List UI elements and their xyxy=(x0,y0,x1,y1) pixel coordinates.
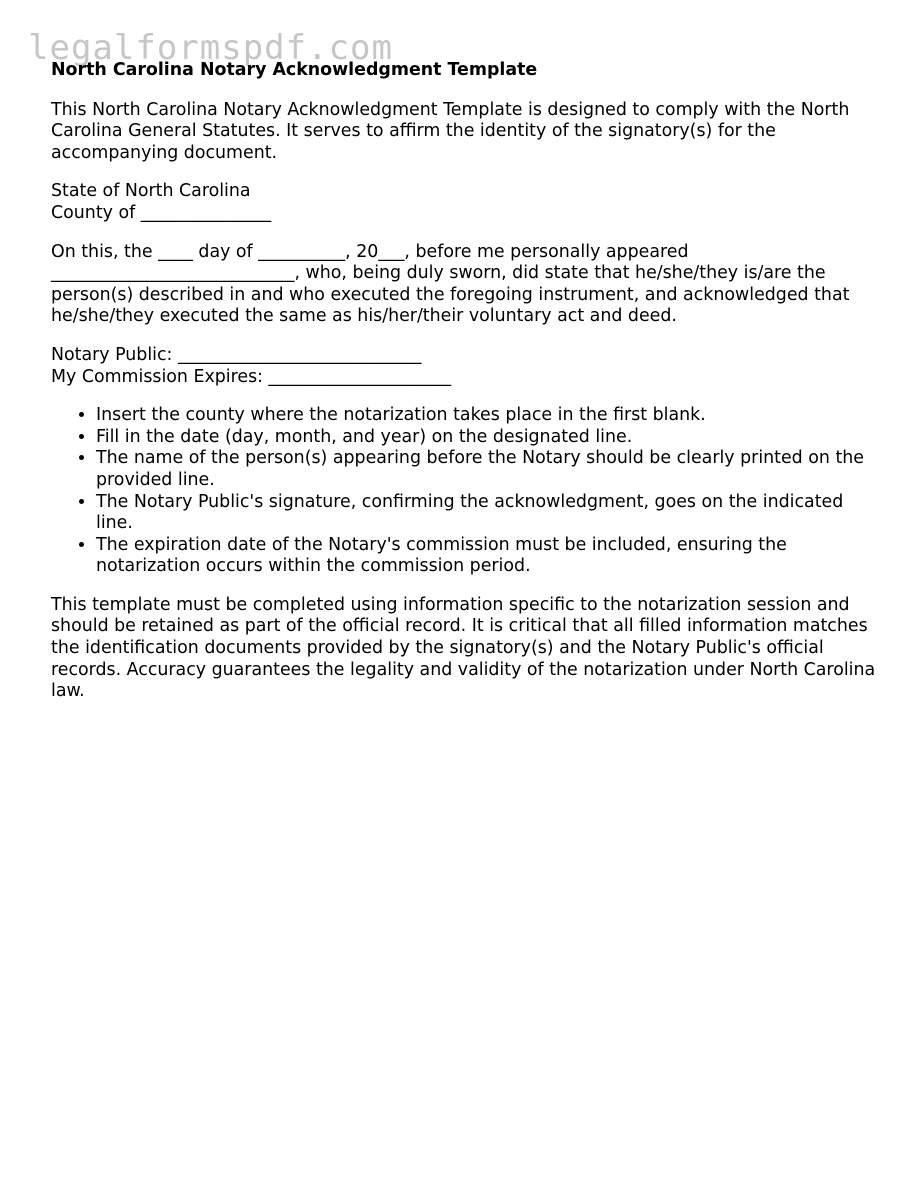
venue-block xyxy=(51,181,881,224)
watermark-logo: legalformspdf.com xyxy=(28,28,393,68)
closing-paragraph: This template must be completed using information specific to the notarization session and should be retained as part of the official record. It is critical that all filled information matches the identification documents provided by the signatory(s) and the Notary Public's official records. Accuracy guarantees the legality and validity of the notarization under North Carolina law. xyxy=(51,594,876,702)
signature-block xyxy=(51,345,881,388)
notary-public-line: Notary Public: ____________________________ xyxy=(51,344,422,365)
list-item: • Fill in the date (day, month, and year) on the designated line. xyxy=(96,427,881,449)
document-title: North Carolina Notary Acknowledgment Template xyxy=(51,60,538,80)
commission-expires-line: My Commission Expires: _____________________ xyxy=(51,366,452,387)
document-page xyxy=(51,60,881,720)
list-item: • The name of the person(s) appearing before the Notary should be clearly printed on the provided line. xyxy=(96,448,881,491)
county-line: County of _______________ xyxy=(51,202,272,223)
intro-paragraph: This North Carolina Notary Acknowledgment Template is designed to comply with the North Carolina General Statutes. It serves to affirm the identity of the signatory(s) for the accompanying document. xyxy=(51,99,850,163)
list-item: • The expiration date of the Notary's commission must be included, ensuring the notarization occurs within the commission period. xyxy=(96,535,881,578)
list-item: • The Notary Public's signature, confirming the acknowledgment, goes on the indicated line. xyxy=(96,492,881,535)
instructions-list xyxy=(51,405,881,578)
acknowledgment-paragraph: On this, the ____ day of __________, 20___, before me personally appeared ____________________________, who, being duly sworn, did state that he/she/they is/are the person(s) described in and who executed the foregoing instrument, and acknowledged that he/she/they executed the same as his/her/their voluntary act and deed. xyxy=(51,241,850,327)
state-line: State of North Carolina xyxy=(51,181,251,202)
list-item: • Insert the county where the notarization takes place in the first blank. xyxy=(96,405,881,427)
